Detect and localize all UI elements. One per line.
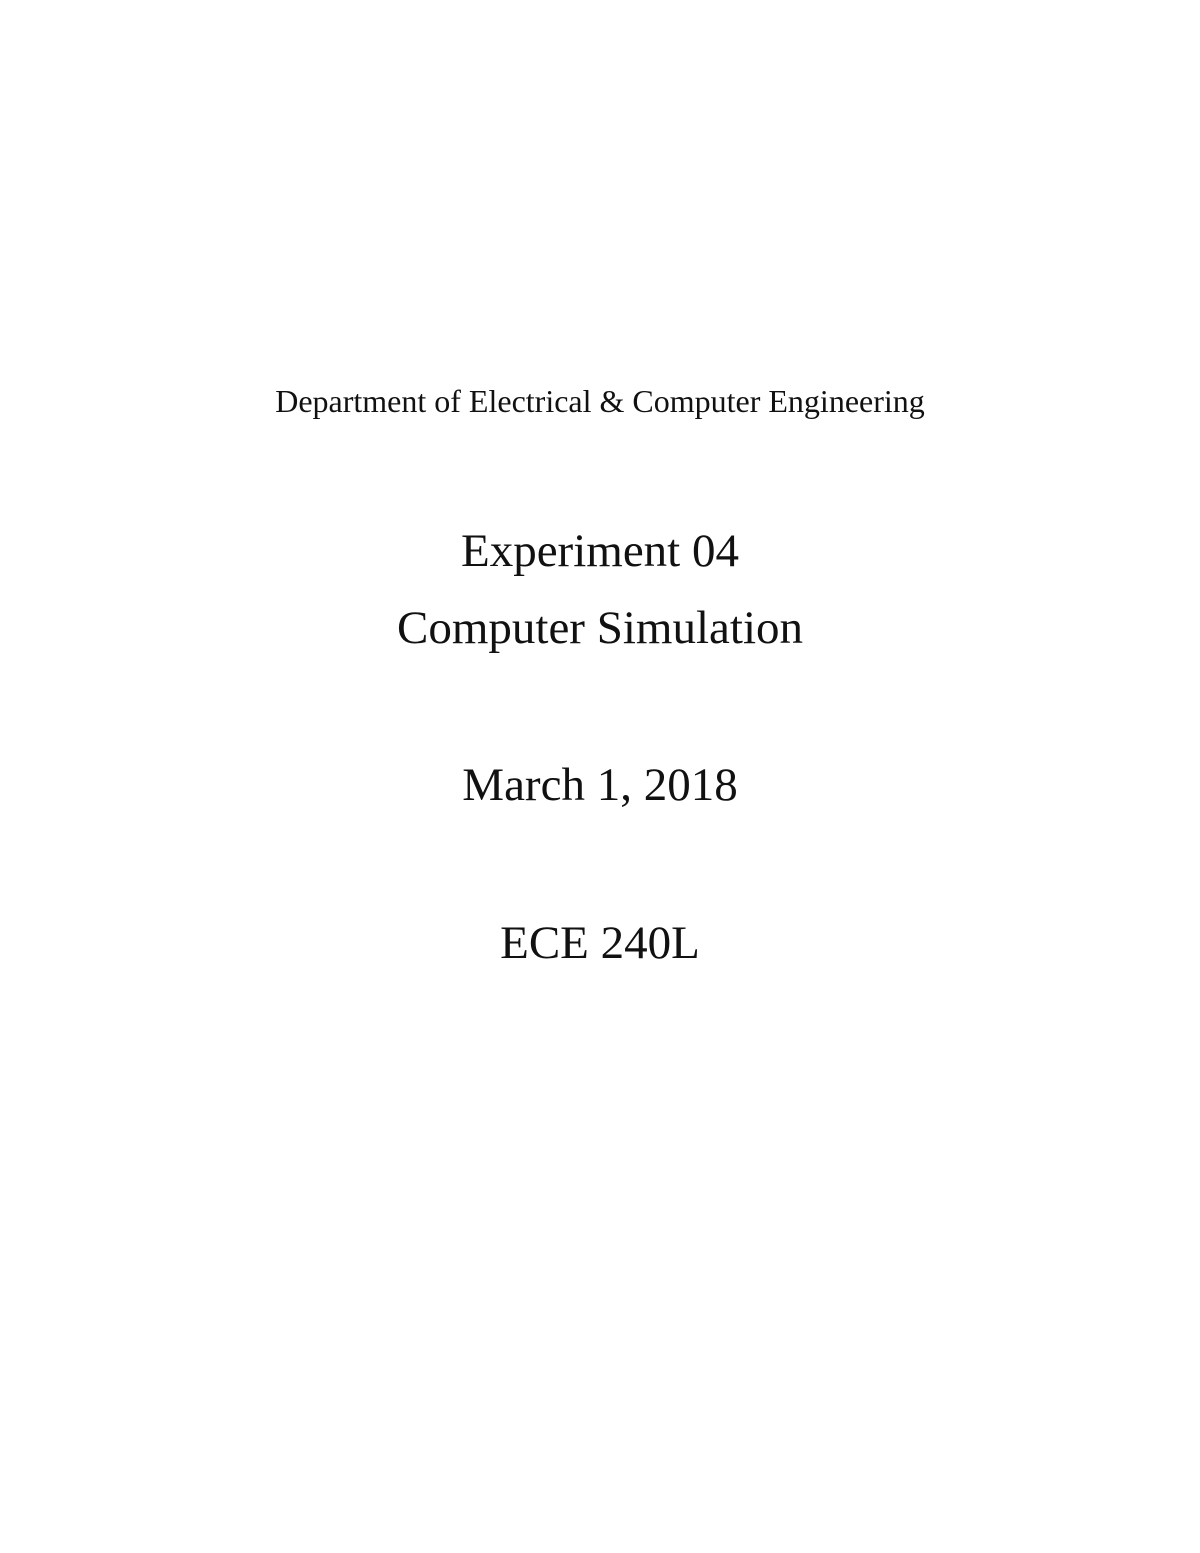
report-date: March 1, 2018 — [462, 759, 738, 811]
course-code: ECE 240L — [500, 917, 700, 969]
experiment-number: Experiment 04 — [460, 525, 739, 577]
report-title: Computer Simulation — [396, 602, 804, 654]
department-name: Department of Electrical & Computer Engineering — [275, 383, 925, 419]
